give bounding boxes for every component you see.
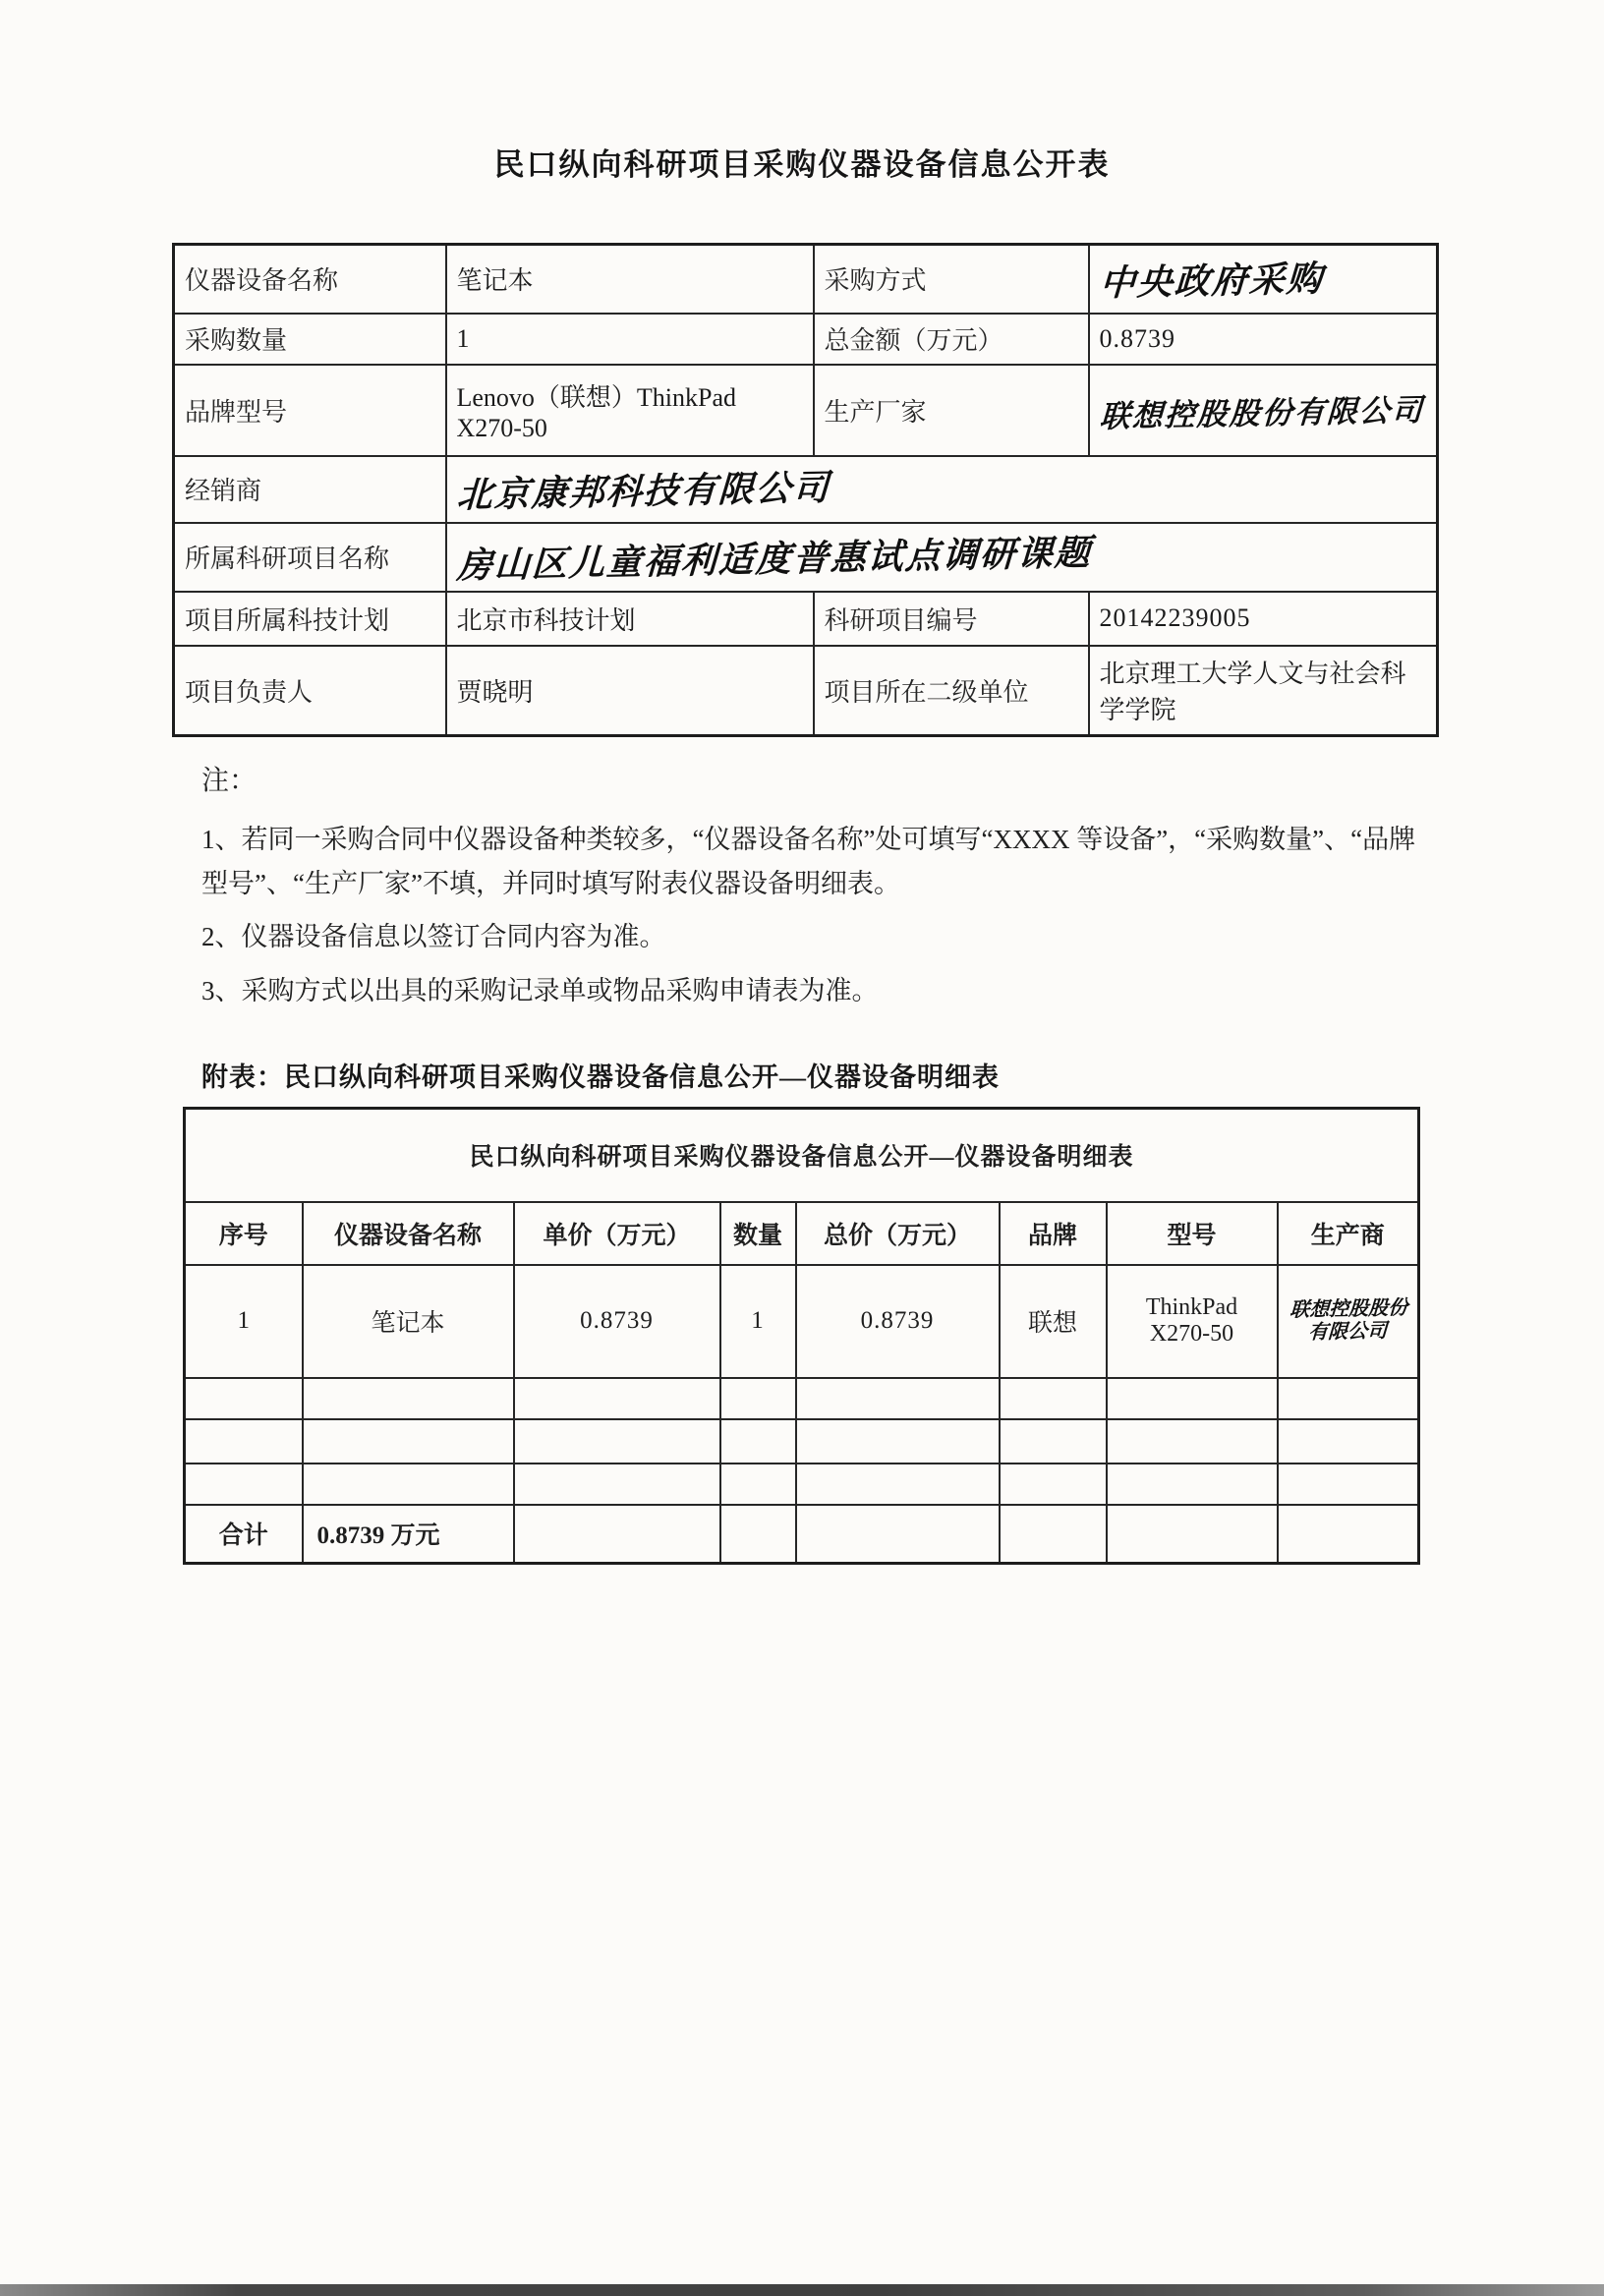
field-label-project-name: 所属科研项目名称 [174, 523, 446, 592]
col-header-index: 序号 [185, 1202, 303, 1265]
cell-unit-price: 0.8739 [514, 1265, 720, 1378]
field-label-unit: 项目所在二级单位 [814, 646, 1089, 736]
col-header-equipment-name: 仪器设备名称 [303, 1202, 514, 1265]
field-label-procurement-method: 采购方式 [814, 245, 1089, 314]
cell-quantity: 1 [720, 1265, 796, 1378]
cell-model: ThinkPad X270-50 [1107, 1265, 1278, 1378]
table-row-empty [185, 1464, 1419, 1505]
cell-brand: 联想 [1000, 1265, 1107, 1378]
handwritten-text: 房山区儿童福利适度普惠试点调研课题 [455, 533, 1093, 586]
col-header-quantity: 数量 [720, 1202, 796, 1265]
field-value-equipment-name: 笔记本 [446, 245, 814, 314]
field-value-leader: 贾晓明 [446, 646, 814, 736]
note-item-1: 1、若同一采购合同中仪器设备种类较多，“仪器设备名称”处可填写“XXXX 等设备”，“采购数量”、“品牌型号”、“生产厂家”不填，并同时填写附表仪器设备明细表。 [201, 825, 1416, 898]
field-value-dealer [446, 456, 1438, 523]
field-value-procurement-method [1089, 245, 1438, 314]
field-label-leader: 项目负责人 [174, 646, 446, 736]
field-label-equipment-name: 仪器设备名称 [174, 245, 446, 314]
field-value-brand-model: Lenovo（联想）ThinkPad X270-50 [446, 365, 814, 456]
cell-index: 1 [185, 1265, 303, 1378]
table-row [174, 592, 1438, 646]
table-row [185, 1109, 1419, 1202]
field-label-total-amount: 总金额（万元） [814, 314, 1089, 365]
col-header-model: 型号 [1107, 1202, 1278, 1265]
field-value-project-no: 20142239005 [1089, 592, 1438, 646]
col-header-unit-price: 单价（万元） [514, 1202, 720, 1265]
table-row [174, 523, 1438, 592]
notes-heading: 注： [201, 766, 258, 796]
table-row [174, 646, 1438, 736]
field-label-manufacturer: 生产厂家 [814, 365, 1089, 456]
total-value: 0.8739 万元 [303, 1505, 514, 1564]
field-value-quantity: 1 [446, 314, 814, 365]
field-label-dealer: 经销商 [174, 456, 446, 523]
table-header-row [185, 1202, 1419, 1265]
field-value-sci-plan: 北京市科技计划 [446, 592, 814, 646]
table-row [185, 1265, 1419, 1378]
table-total-row [185, 1505, 1419, 1564]
detail-table [183, 1107, 1420, 1565]
handwritten-text: 联想控股股份有限公司 [1098, 392, 1425, 433]
field-value-manufacturer [1089, 365, 1438, 456]
cell-producer [1278, 1265, 1419, 1378]
scan-edge-artifact [0, 2284, 1604, 2296]
table-row [174, 314, 1438, 365]
col-header-producer: 生产商 [1278, 1202, 1419, 1265]
table-row [174, 365, 1438, 456]
handwritten-text: 北京康邦科技有限公司 [455, 467, 831, 516]
field-label-brand-model: 品牌型号 [174, 365, 446, 456]
handwritten-text: 联想控股股份有限公司 [1289, 1296, 1408, 1344]
col-header-total-price: 总价（万元） [796, 1202, 1000, 1265]
cell-equipment-name: 笔记本 [303, 1265, 514, 1378]
cell-total-price: 0.8739 [796, 1265, 1000, 1378]
notes-section [201, 759, 1430, 1022]
field-label-sci-plan: 项目所属科技计划 [174, 592, 446, 646]
attachment-caption: 附表：民口纵向科研项目采购仪器设备信息公开—仪器设备明细表 [201, 1062, 1000, 1092]
field-label-quantity: 采购数量 [174, 314, 446, 365]
field-value-project-name [446, 523, 1438, 592]
table-row [174, 456, 1438, 523]
table-row-empty [185, 1378, 1419, 1419]
table-row [174, 245, 1438, 314]
main-info-table [172, 243, 1439, 737]
page-title: 民口纵向科研项目采购仪器设备信息公开表 [493, 147, 1111, 182]
note-item-3: 3、采购方式以出具的采购记录单或物品采购申请表为准。 [201, 975, 879, 1005]
total-label: 合计 [185, 1505, 303, 1564]
detail-table-title: 民口纵向科研项目采购仪器设备信息公开—仪器设备明细表 [185, 1109, 1419, 1202]
col-header-brand: 品牌 [1000, 1202, 1107, 1265]
note-item-2: 2、仪器设备信息以签订合同内容为准。 [201, 922, 666, 952]
handwritten-text: 中央政府采购 [1098, 258, 1325, 304]
field-label-project-no: 科研项目编号 [814, 592, 1089, 646]
field-value-unit: 北京理工大学人文与社会科学学院 [1089, 646, 1438, 736]
table-row-empty [185, 1419, 1419, 1464]
field-value-total-amount: 0.8739 [1089, 314, 1438, 365]
